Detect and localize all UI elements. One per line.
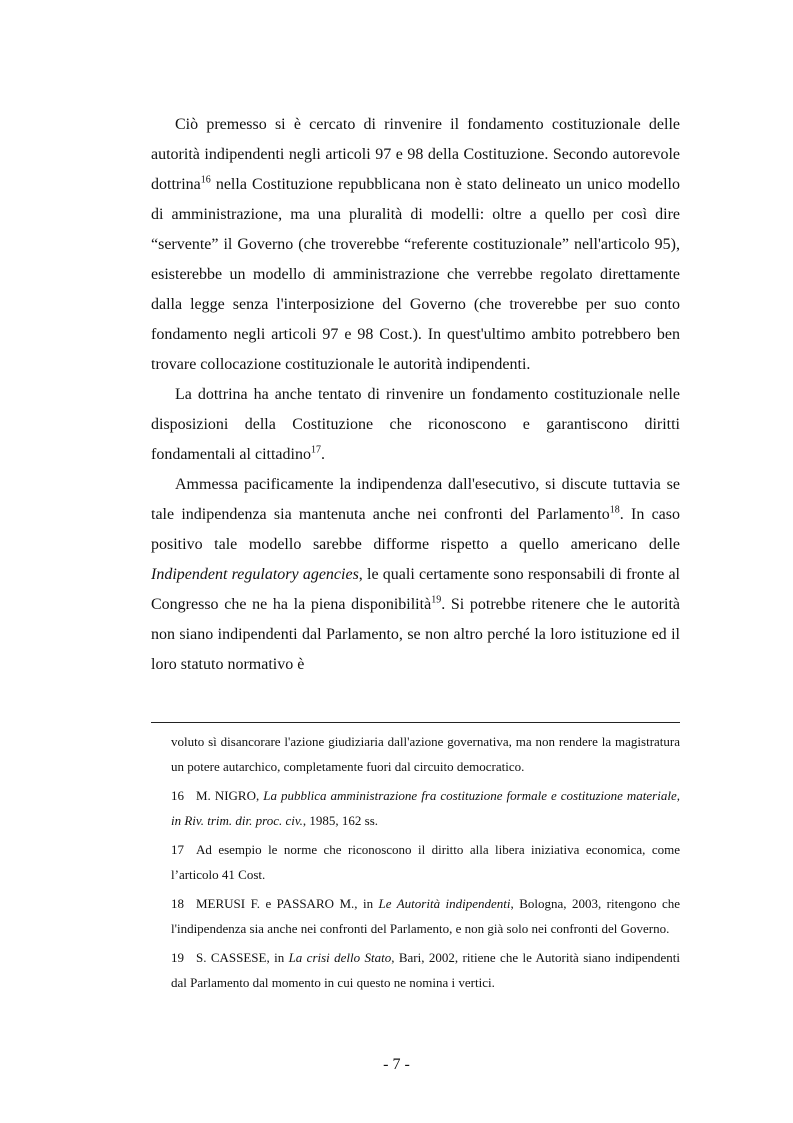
italic-term: Indipendent regulatory agencies <box>151 566 359 583</box>
text-run: . <box>320 446 325 463</box>
footnote-separator <box>151 722 680 723</box>
text-run: Ammessa pacificamente la indipendenza dall'esecutivo, si discute tuttavia se tale indipendenza sia mantenuta anche nei confronti del Parlamento <box>151 476 680 523</box>
footnote-reference: 16 <box>200 174 211 186</box>
footnote-number: 17 <box>171 842 184 857</box>
footnote-reference: 17 <box>310 444 321 456</box>
footnote-text: , Bari, 2002, ritiene che le Autorità siano indipendenti dal Parlamento dal momento in cui questo ne nomina i vertici. <box>171 950 680 990</box>
text-run: Ciò premesso si è cercato di rinvenire il fondamento costituzionale delle autorità indipendenti negli articoli 97 e 98 della Costituzione. Secondo autorevole dottrina <box>151 116 680 193</box>
text-run: La dottrina ha anche tentato di rinvenire un fondamento costituzionale nelle disposizioni della Costituzione che riconoscono e garantiscono diritti fondamentali al cittadino <box>151 386 680 463</box>
footnote-number: 16 <box>171 788 184 803</box>
footnote-number: 18 <box>171 896 184 911</box>
footnote <box>171 837 680 887</box>
footnote-text: Ad esempio le norme che riconoscono il diritto alla libera iniziativa economica, come l’articolo 41 Cost. <box>171 842 680 882</box>
footnote-title: Le Autorità indipendenti <box>378 896 511 911</box>
footnotes <box>171 729 680 999</box>
footnote-text: voluto sì disancorare l'azione giudiziaria dall'azione governativa, ma non rendere la magistratura un potere autarchico, completamente fuori dal circuito democratico. <box>171 734 680 774</box>
footnote-text: , Bologna, 2003, ritengono che l'indipendenza sia anche nei confronti del Parlamento, e non già solo nei confronti del Governo. <box>171 896 680 936</box>
text-run: . Si potrebbe ritenere che le autorità non siano indipendenti dal Parlamento, se non altro perché la loro istituzione ed il loro statuto normativo è <box>151 596 681 673</box>
footnote-text: M. NIGRO, <box>196 788 264 803</box>
text-run: . In caso positivo tale modello sarebbe difforme rispetto a quello americano delle <box>151 506 680 553</box>
paragraph <box>151 470 680 680</box>
text-run: , le quali certamente sono responsabili di fronte al Congresso che ne ha la piena disponibilità <box>151 566 680 613</box>
page-number: - 7 - <box>383 1056 410 1073</box>
footnote-reference: 18 <box>609 504 620 516</box>
footnote-text: S. CASSESE, in <box>196 950 289 965</box>
footnote-number: 19 <box>171 950 184 965</box>
text-run: nella Costituzione repubblicana non è stato delineato un unico modello di amministrazione, ma una pluralità di modelli: oltre a quello per così dire “servente” il Governo (che troverebbe “referente costituzionale” nell'articolo 95), esisterebbe un modello di amministrazione che verrebbe regolato direttamente dalla legge senza l'interposizione del Governo (che troverebbe per suo conto fondamento negli articoli 97 e 98 Cost.). In quest'ultimo ambito potrebbero ben trovare collocazione costituzionale le autorità indipendenti. <box>151 176 680 373</box>
footnote <box>171 891 680 941</box>
paragraph <box>151 110 680 380</box>
paragraph <box>151 380 680 470</box>
footnote <box>171 945 680 995</box>
footnote-text: , 1985, 162 ss. <box>302 813 379 828</box>
footnote-reference: 19 <box>431 594 442 606</box>
footnote <box>171 783 680 833</box>
footnote-title: La pubblica amministrazione fra costituzione formale e costituzione materiale, in Riv. trim. dir. proc. civ. <box>171 788 680 828</box>
footnote-continuation <box>171 729 680 779</box>
footnote-text: MERUSI F. e PASSARO M., in <box>196 896 379 911</box>
main-text <box>151 110 680 680</box>
footnote-title: La crisi dello Stato <box>288 950 392 965</box>
